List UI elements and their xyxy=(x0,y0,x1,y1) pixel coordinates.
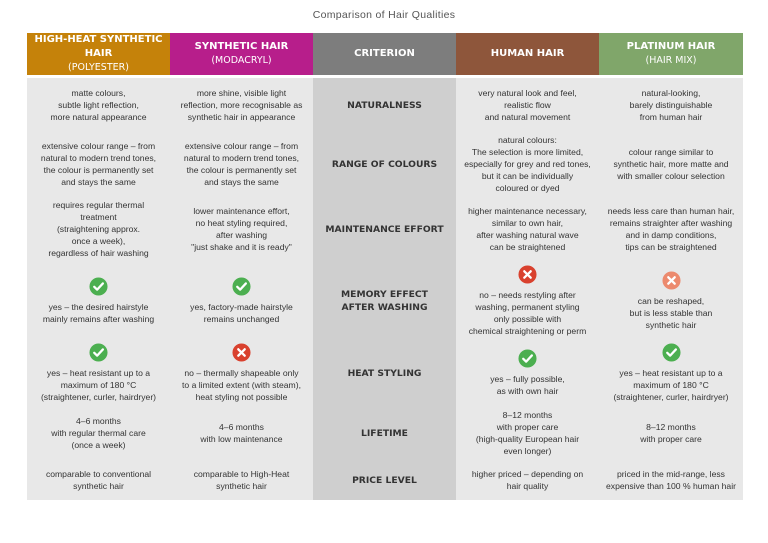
cell-text: natural-looking, barely distinguishable from human hair xyxy=(629,88,713,122)
column-header-label: HIGH-HEAT SYNTHETIC HAIR xyxy=(34,34,163,59)
high-heat-cell xyxy=(27,262,170,340)
synthetic-cell xyxy=(170,132,313,196)
platinum-cell xyxy=(599,132,743,196)
platinum-cell xyxy=(599,196,743,262)
table-row xyxy=(27,78,743,132)
synthetic-cell xyxy=(170,196,313,262)
criterion-label: HEAT STYLING xyxy=(347,367,422,379)
cell-text: yes – heat resistant up to a maximum of 180 °C (straightener, curler, hairdryer) xyxy=(613,368,729,402)
cell-text: 8–12 months with proper care xyxy=(640,422,702,444)
synthetic-cell xyxy=(170,78,313,132)
column-header-criterion xyxy=(313,33,456,75)
cross-light-icon xyxy=(662,271,681,290)
column-header-sub: (POLYESTER) xyxy=(68,62,129,73)
high-heat-cell xyxy=(27,340,170,406)
high-heat-cell xyxy=(27,196,170,262)
human-cell xyxy=(456,132,599,196)
cell-text: can be reshaped, but is less stable than synthetic hair xyxy=(629,296,713,330)
table-row xyxy=(27,406,743,460)
platinum-cell xyxy=(599,340,743,406)
column-header-label: PLATINUM HAIR xyxy=(626,41,716,52)
cell-text: higher maintenance necessary, similar to own hair, after washing natural wave can be straightened xyxy=(468,206,587,252)
human-cell xyxy=(456,196,599,262)
platinum-cell xyxy=(599,460,743,500)
criterion-label: NATURALNESS xyxy=(347,99,422,111)
cell-text: requires regular thermal treatment (straightening approx. once a week), regardless of hair washing xyxy=(48,200,149,258)
criterion-cell xyxy=(313,132,456,196)
cell-text: 4–6 months with low maintenance xyxy=(200,422,283,444)
cell-text: very natural look and feel, realistic flow and natural movement xyxy=(478,88,577,122)
synthetic-cell xyxy=(170,460,313,500)
cell-text: matte colours, subtle light reflection, more natural appearance xyxy=(50,88,147,122)
cell-text: more shine, visible light reflection, more recognisable as synthetic hair in appearance xyxy=(180,88,303,122)
column-header-synthetic xyxy=(170,33,313,75)
check-icon xyxy=(89,277,108,296)
cell-text: lower maintenance effort, no heat styling required, after washing "just shake and it is ready" xyxy=(191,206,292,252)
cell-text: comparable to High-Heat synthetic hair xyxy=(193,469,290,491)
table-row xyxy=(27,196,743,262)
cross-icon xyxy=(232,343,251,362)
human-cell xyxy=(456,460,599,500)
criterion-cell xyxy=(313,78,456,132)
cell-text: 4–6 months with regular thermal care (once a week) xyxy=(51,416,146,450)
cell-text: needs less care than human hair, remains straighter after washing and in damp conditions, tips can be straightened xyxy=(607,206,735,252)
column-header-sub: (MODACRYL) xyxy=(211,55,272,66)
synthetic-cell xyxy=(170,340,313,406)
cell-text: yes – fully possible, as with own hair xyxy=(490,374,565,396)
table-row xyxy=(27,340,743,406)
human-cell xyxy=(456,340,599,406)
high-heat-cell xyxy=(27,78,170,132)
check-icon xyxy=(662,343,681,362)
cell-text: yes, factory-made hairstyle remains unchanged xyxy=(190,302,293,324)
column-header-sub: (HAIR MIX) xyxy=(645,55,697,66)
criterion-cell xyxy=(313,196,456,262)
human-cell xyxy=(456,406,599,460)
table-row xyxy=(27,262,743,340)
table-row xyxy=(27,132,743,196)
high-heat-cell xyxy=(27,132,170,196)
check-icon xyxy=(232,277,251,296)
criterion-cell xyxy=(313,406,456,460)
cell-text: natural colours: The selection is more limited, especially for grey and red tones, but it can be individually coloured or dyed xyxy=(464,135,591,193)
cell-text: no – thermally shapeable only to a limited extent (with steam), heat styling not possible xyxy=(182,368,301,402)
platinum-cell xyxy=(599,262,743,340)
cell-text: colour range similar to synthetic hair, more matte and with smaller colour selection xyxy=(613,147,729,181)
column-header-label: SYNTHETIC HAIR xyxy=(194,41,289,52)
human-cell xyxy=(456,78,599,132)
criterion-label: MEMORY EFFECT AFTER WASHING xyxy=(341,289,428,313)
high-heat-cell xyxy=(27,406,170,460)
criterion-label: PRICE LEVEL xyxy=(352,474,417,486)
criterion-label: MAINTENANCE EFFORT xyxy=(325,223,444,235)
cell-text: 8–12 months with proper care (high-quality European hair even longer) xyxy=(475,410,580,456)
check-icon xyxy=(89,343,108,362)
cell-text: extensive colour range – from natural to modern trend tones, the colour is permanently set and stays the same xyxy=(40,141,157,187)
comparison-table xyxy=(27,33,743,500)
table-row xyxy=(27,460,743,500)
page-title: Comparison of Hair Qualities xyxy=(312,9,456,21)
cell-text: no – needs restyling after washing, permanent styling only possible with chemical straightening or perm xyxy=(468,290,587,336)
header-row xyxy=(27,33,743,75)
synthetic-cell xyxy=(170,262,313,340)
cell-text: higher priced – depending on hair quality xyxy=(471,469,584,491)
cell-text: extensive colour range – from natural to modern trend tones, the colour is permanently set and stays the same xyxy=(183,141,300,187)
cell-text: yes – the desired hairstyle mainly remains after washing xyxy=(42,302,155,324)
check-icon xyxy=(518,349,537,368)
criterion-cell xyxy=(313,340,456,406)
column-header-label: CRITERION xyxy=(354,48,415,59)
cross-icon xyxy=(518,265,537,284)
column-header-label: HUMAN HAIR xyxy=(490,48,565,59)
criterion-cell xyxy=(313,262,456,340)
column-header-high-heat xyxy=(27,33,170,75)
platinum-cell xyxy=(599,406,743,460)
high-heat-cell xyxy=(27,460,170,500)
criterion-label: RANGE OF COLOURS xyxy=(331,158,438,170)
column-header-platinum xyxy=(599,33,743,75)
cell-text: comparable to conventional synthetic hair xyxy=(45,469,152,491)
cell-text: yes – heat resistant up to a maximum of 180 °C (straightener, curler, hairdryer) xyxy=(40,368,157,402)
criterion-cell xyxy=(313,460,456,500)
human-cell xyxy=(456,262,599,340)
column-header-human xyxy=(456,33,599,75)
platinum-cell xyxy=(599,78,743,132)
criterion-label: LIFETIME xyxy=(361,427,408,439)
synthetic-cell xyxy=(170,406,313,460)
cell-text: priced in the mid-range, less expensive than 100 % human hair xyxy=(606,469,736,491)
